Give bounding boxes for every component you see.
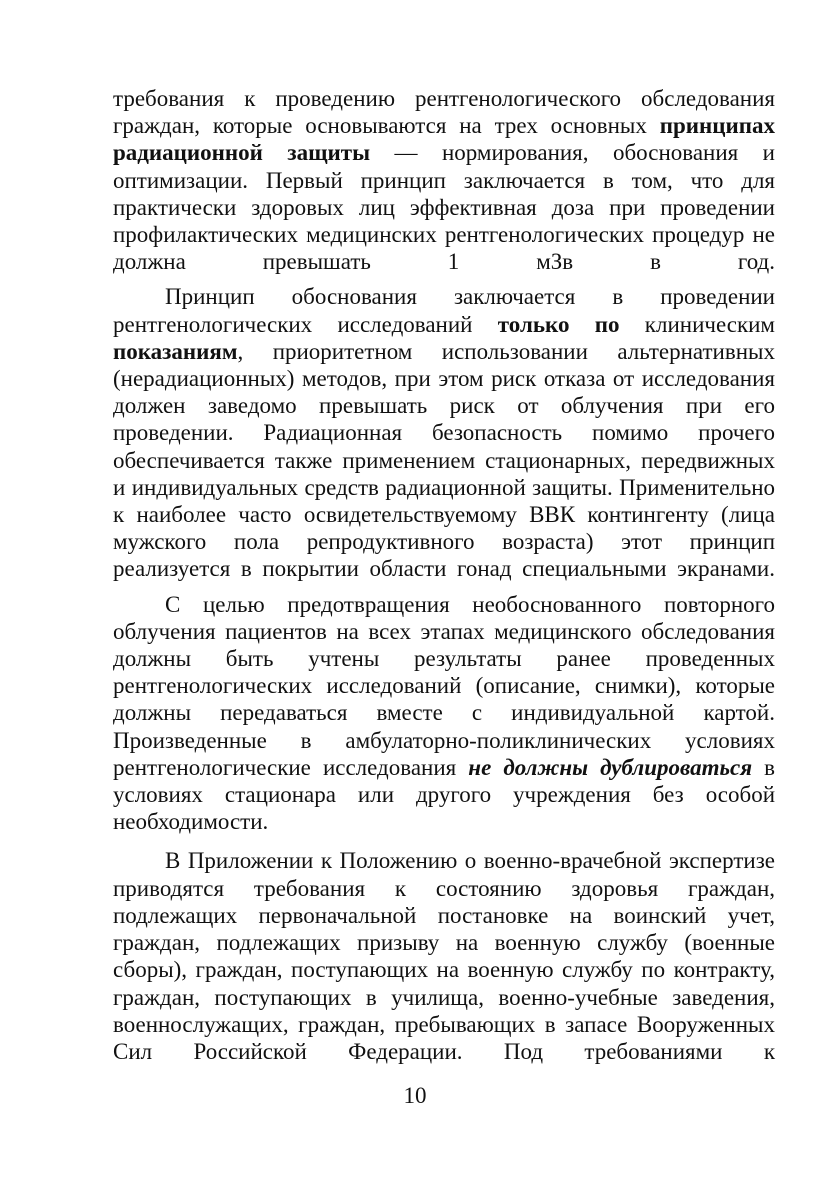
p1-segment-1: требования к проведению рентгенологического обследования граждан, которые основываются на трех основных <box>113 86 775 139</box>
p2-segment-3: клиническим <box>619 311 775 337</box>
paragraph-4 <box>113 847 775 1065</box>
page-number: 10 <box>403 1083 427 1108</box>
p1-segment-3: — нормирования, обоснования и оптимизации. Первый принцип заключается в том, что для практически здоровых лиц эффективная доза при проведении профилактических медицинских рентгенологических процедур не должна превышать 1 мЗв в год. <box>113 140 775 275</box>
p3-bolditalic-no-duplication: не должны дублироваться <box>468 754 753 780</box>
paragraph-2 <box>113 283 775 582</box>
paragraph-1 <box>113 85 775 275</box>
p3-segment-1: С целью предотвращения необоснованного повторного облучения пациентов на всех этапах медицинского обследования должны быть учтены результаты ранее проведенных рентгенологических исследований (описание, снимки), которые должны передаваться вместе с индивидуальной картой. Произведенные в амбулаторно-поликлинических условиях рентгенологические исследования <box>113 591 775 780</box>
p2-bold-indications: показаниям <box>113 338 238 364</box>
p2-segment-5: , приоритетном использовании альтернативных (нерадиационных) методов, при этом риск отказа от исследования должен заведомо превышать риск от облучения при его проведении. Радиационная безопасность помимо прочего обеспечивается также применением стационарных, передвижных и индивидуальных средств радиационной защиты. Применительно к наиболее часто освидетельствуемому ВВК контингенту (лица мужского пола репродуктивного возраста) этот принцип реализуется в покрытии области гонад специальными экранами. <box>113 338 775 582</box>
p1-bold-radiation-principles: принципах радиационной защиты <box>113 113 775 166</box>
p2-segment-1: Принцип обоснования заключается в проведении рентгенологических исследований <box>113 284 775 337</box>
paragraph-3 <box>113 591 775 836</box>
p3-segment-3: в условиях стационара или другого учреждения без особой необходимости. <box>113 754 776 835</box>
p2-bold-only-by: только по <box>497 311 620 337</box>
body-text <box>113 85 775 1065</box>
p4-segment-1: В Приложении к Положению о военно-врачебной экспертизе приводятся требования к состоянию здоровья граждан, подлежащих первоначальной постановке на воинский учет, граждан, подлежащих призыву на военную службу (военные сборы), граждан, поступающих на военную службу по контракту, граждан, поступающих в училища, военно-учебные заведения, военнослужащих, граждан, пребывающих в запасе Вооруженных Сил Российской Федерации. Под требованиями к <box>113 848 775 1064</box>
